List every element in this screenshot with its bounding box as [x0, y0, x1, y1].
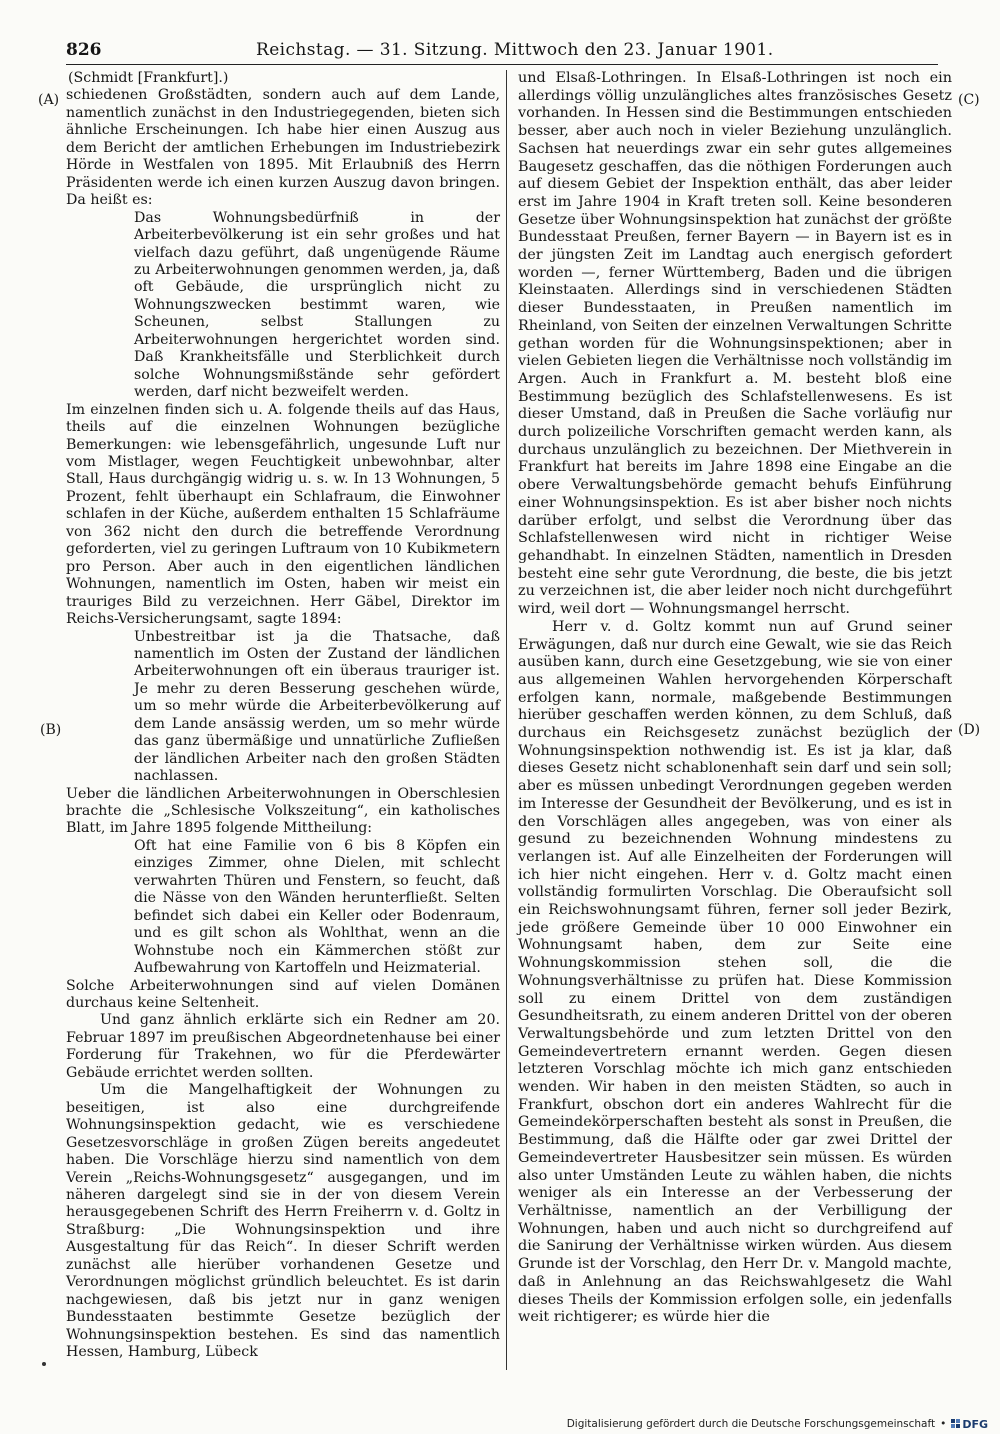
- speaker-label: (Schmidt [Frankfurt].): [68, 70, 229, 86]
- running-title: Reichstag. — 31. Sitzung. Mittwoch den 23. Januar 1901.: [256, 40, 774, 60]
- paragraph: Herr v. d. Goltz kommt nun auf Grund seiner Erwägungen, daß nur durch eine Gewalt, wie sie das Reich ausüben kann, durch eine Gesetzgebung, wie sie von einer aus allgemeinen Wahlen hervorgehenden Körperschaft erfolgen kann, normale, maßgebende Bestimmungen hierüber geschaffen werden können, zu dem Schluß, daß durchaus ein Reichsgesetz zunächst bezüglich der Wohnungsinspektion nothwendig ist. Es ist ja klar, daß dieses Gesetz nicht schablonenhaft sein darf und sein soll; aber es müssen unbedingt Verordnungen gegeben werden im Interesse der Gesundheit der Bevölkerung, und es ist in den Vorschlägen alles angegeben, was von einer als gesund zu bezeichnenden Wohnung mindestens zu verlangen ist. Auf alle Einzelheiten der Forderungen will ich hier nicht eingehen. Herr v. d. Goltz macht einen vollständig formulirten Vorschlag. Die Oberaufsicht soll ein Reichswohnungsamt führen, ferner soll jeder Bezirk, jede größere Gemeinde über 10 000 Einwohner ein Wohnungsamt haben, dem zur Seite eine Wohnungskommission stehen soll, die die Wohnungsverhältnisse zu prüfen hat. Diese Kommission soll zu einem Drittel von dem zuständigen Gesundheitsrath, zu einem anderen Drittel von der oberen Verwaltungsbehörde und zum letzten Drittel von den Gemeindevertretern ernannt werden. Gegen diesen letzteren Vorschlag möchte ich mich ganz entschieden wenden. Wir haben in den meisten Städten, so auch in Frankfurt, obschon dort ein anderes Wahlrecht für die Gemeindekörperschaften besteht als sonst in Preußen, die Bestimmung, daß die Hälfte oder gar zwei Drittel der Gemeindevertreter Hausbesitzer sein müssen. Es würden also unter Umständen Leute zu wählen haben, die nichts weniger als ein Interesse an der Verbesserung der Verhältnisse, namentlich an der Verbilligung der Wohnungen, haben und auch nicht so durchgreifend auf die Sanirung der Verhältnisse wirken würden. Aus diesem Grunde ist der Vorschlag, den Herr Dr. v. Mangold machte, daß in Anlehnung an das Reichswahlgesetz die Wahl dieses Theils der Kommission erfolgen solle, ein jedenfalls weit richtigerer; es würde hier die: [518, 618, 952, 1326]
- column-divider: [506, 70, 507, 1370]
- paragraph: Im einzelnen finden sich u. A. folgende theils auf das Haus, theils auf die einzelnen Wohnungen bezügliche Bemerkungen: wie lebensgefährlich, ungesunde Luft nur vom Mistlager, wegen Feuchtigkeit unbewohnbar, alter Stall, Haus durchgängig widrig u. s. w. In 13 Wohnungen, 5 Prozent, fehlt überhaupt ein Schlafraum, die Einwohner schlafen in der Küche, außerdem enthalten 15 Schlafräume von 362 nicht den durch die betreffende Verordnung geforderten, viel zu geringen Luftraum von 10 Kubikmetern pro Person. Aber auch in den eigentlichen ländlichen Wohnungen, namentlich im Osten, haben wir meist ein trauriges Bild zu verzeichnen. Herr Gäbel, Direktor im Reichs-Versicherungsamt, sagte 1894:: [66, 401, 500, 628]
- dfg-mark-icon: [951, 1419, 961, 1429]
- right-column: [518, 70, 952, 1327]
- left-column: [66, 70, 500, 1362]
- paragraph: und Elsaß-Lothringen. In Elsaß-Lothringen ist noch ein allerdings völlig unzulängliches altes französisches Gesetz vorhanden. In Hessen sind die Bestimmungen entschieden besser, aber auch noch in vieler Beziehung unzulänglich. Sachsen hat neuerdings zwar ein sehr gutes allgemeines Baugesetz geschaffen, das die nöthigen Forderungen auch auf diesem Gebiet der Inspektion enthält, das aber leider erst im Jahre 1904 in Kraft treten soll. Keine besonderen Gesetze über Wohnungsinspektion hat zunächst der größte Bundesstaat Preußen, ferner Bayern — in Bayern ist es in der jüngsten Zeit im Landtag auch energisch gefordert worden —, ferner Württemberg, Baden und die übrigen Kleinstaaten. Allerdings sind in verschiedenen Städten dieser Bundesstaaten, in Preußen namentlich im Rheinland, von Seiten der einzelnen Verwaltungen Schritte gethan worden für die Wohnungsinspektionen; aber in vielen Gebieten liegen die Verhältnisse noch vollständig im Argen. Auch in Frankfurt a. M. besteht bloß eine Bestimmung bezüglich des Schlafstellenwesens. Es ist dieser Umstand, daß in Preußen die Sache vorläufig nur durch polizeiliche Vorschriften gemacht werden kann, als durchaus unzulänglich zu bezeichnen. Der Miethverein in Frankfurt hat bereits im Jahre 1898 eine Eingabe an die obere Verwaltungsbehörde gemacht behufs Einführung einer Wohnungsinspektion. Es ist aber bisher noch nichts darüber erfolgt, und selbst die Verordnung über das Schlafstellenwesen wird nicht in richtiger Weise gehandhabt. In einzelnen Städten, namentlich in Dresden besteht eine sehr gute Verordnung, die beste, die bis jetzt zu verzeichnen ist, die aber leider noch nicht durchgeführt wird, weil dort — Wohnungsmangel herrscht.: [518, 70, 952, 618]
- block-quote: Oft hat eine Familie von 6 bis 8 Köpfen ein einziges Zimmer, ohne Dielen, mit schlecht verwahrten Thüren und Fenstern, so feucht, daß die Nässe von den Wänden herunterfließt. Selten befindet sich dabei ein Keller oder Bodenraum, und es gilt schon als Wohlthat, wenn an die Wohnstube noch ein Kämmerchen stößt zur Aufbewahrung von Kartoffeln und Heizmaterial.: [134, 837, 500, 977]
- margin-marker-d: (D): [958, 722, 981, 738]
- page-number: 826: [66, 40, 102, 60]
- footer: [567, 1416, 988, 1432]
- block-quote: Das Wohnungsbedürfniß in der Arbeiterbevölkerung ist ein sehr großes und hat vielfach dazu geführt, daß ungenügende Räume zu Arbeiterwohnungen genommen werden, ja, daß oft Gebäude, die ursprünglich nicht zu Wohnungszwecken bestimmt waren, wie Scheunen, selbst Stallungen zu Arbeiterwohnungen hergerichtet worden sind. Daß Krankheitsfälle und Sterblichkeit durch solche Wohnungsmißstände sehr gefördert werden, darf nicht bezweifelt werden.: [134, 209, 500, 401]
- paragraph: schiedenen Großstädten, sondern auch auf dem Lande, namentlich zunächst in den Industriegegenden, bieten sich ähnliche Erscheinungen. Ich habe hier einen Auszug aus dem Bericht der amtlichen Erhebungen im Industriebezirk Hörde in Westfalen von 1895. Mit Erlaubniß des Herrn Präsidenten werde ich einen kurzen Auszug davon bringen. Da heißt es:: [66, 87, 500, 209]
- separator-dot: •: [940, 1418, 947, 1430]
- footer-credit: Digitalisierung gefördert durch die Deutsche Forschungsgemeinschaft: [566, 1418, 936, 1430]
- margin-marker-b: (B): [40, 722, 62, 738]
- block-quote: Unbestreitbar ist ja die Thatsache, daß namentlich im Osten der Zustand der ländlichen Arbeiterwohnungen oft ein überaus trauriger ist. Je mehr zu deren Besserung geschehen würde, um so mehr würde die Arbeiterbevölkerung auf dem Lande ansässig werden, um so mehr würde das ganz übermäßige und unnatürliche Zufließen der ländlichen Arbeiter nach den großen Städten nachlassen.: [134, 628, 500, 785]
- margin-marker-c: (C): [958, 92, 980, 108]
- paragraph: Um die Mangelhaftigkeit der Wohnungen zu beseitigen, ist also eine durchgreifende Wohnungsinspektion gedacht, wie es verschiedene Gesetzesvorschläge in großen Zügen bereits angedeutet haben. Die Vorschläge hierzu sind namentlich von dem Verein „Reichs-Wohnungsgesetz“ ausgegangen, und im näheren dargelegt sind sie in der von diesem Verein herausgegebenen Schrift des Herrn Freiherrn v. d. Goltz in Straßburg: „Die Wohnungsinspektion und ihre Ausgestaltung für das Reich“. In dieser Schrift werden zunächst alle hierüber vorhandenen Gesetze und Verordnungen möglichst gründlich beleuchtet. Es ist darin nachgewiesen, daß bis jetzt nur in ganz wenigen Bundesstaaten bestimmte Gesetze bezüglich der Wohnungsinspektion bestehen. Es sind das namentlich Hessen, Hamburg, Lübeck: [66, 1082, 500, 1361]
- running-header: [66, 40, 938, 65]
- dfg-logo: [951, 1418, 988, 1431]
- paragraph: Und ganz ähnlich erklärte sich ein Redner am 20. Februar 1897 im preußischen Abgeordnetenhause bei einer Forderung für Trakehnen, wo für die Pferdewärter Gebäude errichtet werden sollten.: [66, 1012, 500, 1081]
- paragraph: Ueber die ländlichen Arbeiterwohnungen in Oberschlesien brachte die „Schlesische Volkszeitung“, ein katholisches Blatt, im Jahre 1895 folgende Mittheilung:: [66, 785, 500, 837]
- dfg-logo-text: DFG: [962, 1417, 988, 1431]
- paragraph: Solche Arbeiterwohnungen sind auf vielen Domänen durchaus keine Seltenheit.: [66, 977, 500, 1012]
- margin-marker-a: (A): [38, 92, 60, 108]
- margin-dot: [42, 1362, 46, 1366]
